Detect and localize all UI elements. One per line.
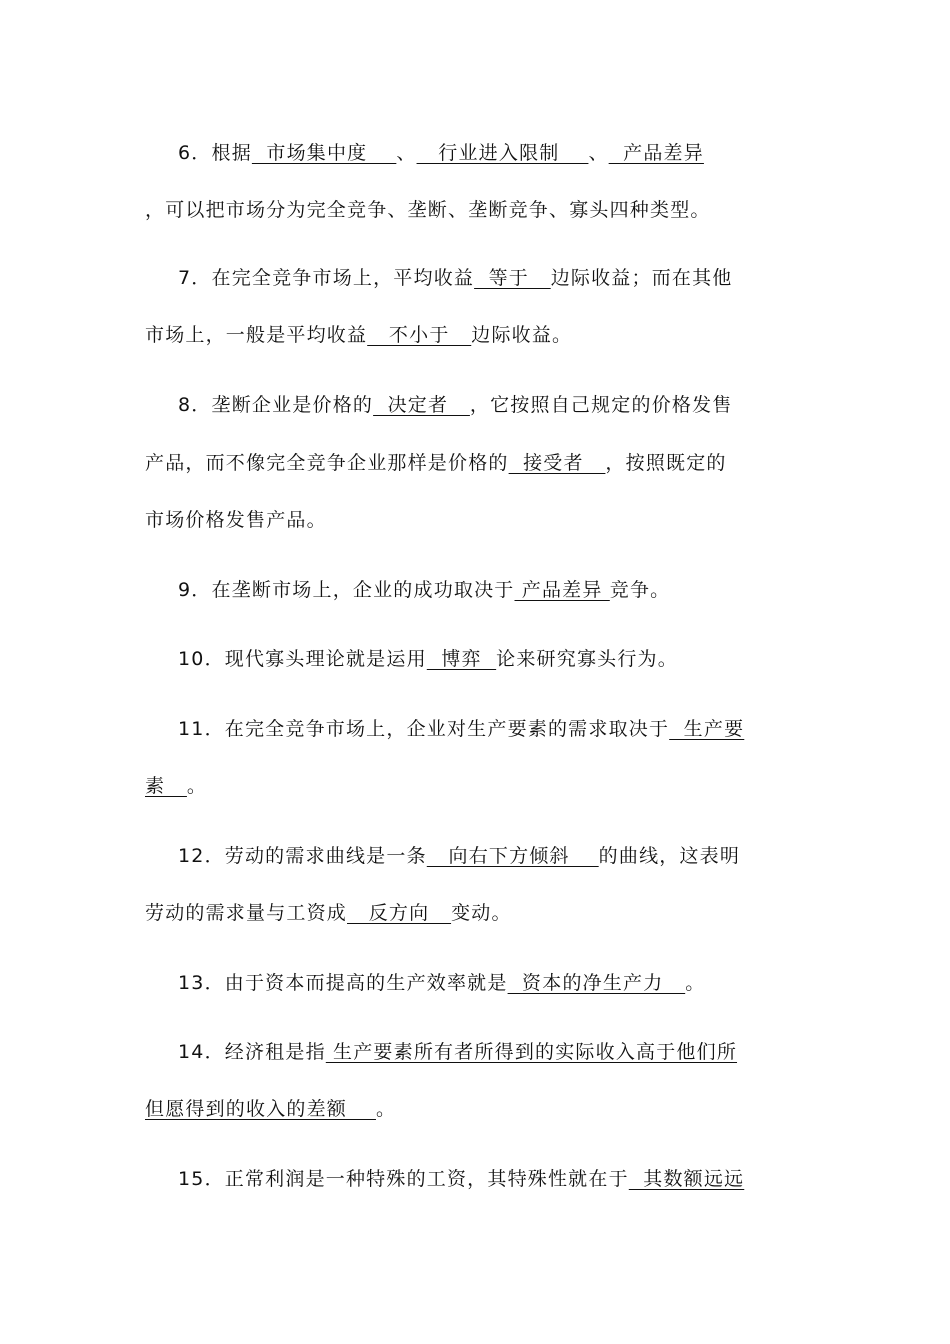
q6-answer-blank: 行业进入限制 <box>416 142 589 164</box>
q6-answer-blank: 市场集中度 <box>251 142 397 164</box>
q13-text: 13．由于资本而提高的生产效率就是 <box>178 972 508 994</box>
q14-text: 。 <box>375 1098 397 1120</box>
q7-text: 7．在完全竞争市场上，平均收益 <box>178 267 475 289</box>
q9-text: 9．在垄断市场上，企业的成功取决于 <box>178 579 515 601</box>
q11-text: 11．在完全竞争市场上，企业对生产要素的需求取决于 <box>178 718 670 740</box>
q6-answer-blank: 产品差异 <box>608 142 704 164</box>
q15-text: 15．正常利润是一种特殊的工资，其特殊性就在于 <box>178 1168 629 1190</box>
q10-text: 10．现代寡头理论就是运用 <box>178 648 427 670</box>
q7-line-1 <box>178 264 807 292</box>
q10-text: 论来研究寡头行为。 <box>496 648 678 670</box>
q7-text: 边际收益。 <box>471 324 573 346</box>
q12-answer-blank: 反方向 <box>347 902 452 924</box>
q7-answer-blank: 不小于 <box>367 324 472 346</box>
q8-line-3 <box>145 506 807 534</box>
q8-answer-blank: 接受者 <box>508 452 606 474</box>
q12-text: 的曲线，这表明 <box>598 845 741 867</box>
q8-text: 8．垄断企业是价格的 <box>178 394 374 416</box>
q6-text: 、 <box>588 142 609 164</box>
q8-text: ，按照既定的 <box>605 452 727 474</box>
q9-answer-blank: 产品差异 <box>514 579 610 601</box>
q12-text: 变动。 <box>451 902 512 924</box>
q12-text: 劳动的需求量与工资成 <box>145 902 348 924</box>
q12-line-1 <box>178 842 807 870</box>
q8-text: 市场价格发售产品。 <box>145 509 327 531</box>
q11-line-1 <box>178 715 807 743</box>
q12-text: 12．劳动的需求曲线是一条 <box>178 845 427 867</box>
q8-line-1 <box>178 391 807 419</box>
q12-answer-blank: 向右下方倾斜 <box>426 845 599 867</box>
q15-answer-blank: 其数额远远 <box>628 1168 745 1190</box>
q6-line-2 <box>145 196 807 224</box>
q6-text: 、 <box>396 142 417 164</box>
q9-text: 竞争。 <box>609 579 671 601</box>
q10-answer-blank: 博弈 <box>426 648 497 670</box>
q11-answer-blank: 素 <box>145 775 187 797</box>
q6-text: ，可以把市场分为完全竞争、垄断、垄断竞争、寡头四种类型。 <box>145 199 711 221</box>
q8-line-2 <box>145 449 807 477</box>
q14-line-1 <box>178 1038 807 1066</box>
q8-answer-blank: 决定者 <box>373 394 470 416</box>
q7-answer-blank: 等于 <box>474 267 551 289</box>
q13-text: 。 <box>685 972 706 994</box>
q12-line-2 <box>145 899 807 927</box>
q14-answer-blank: 但愿得到的收入的差额 <box>145 1098 376 1120</box>
q13-line-1 <box>178 969 807 997</box>
q7-line-2 <box>145 321 807 349</box>
q13-answer-blank: 资本的净生产力 <box>507 972 686 994</box>
q8-text: 产品，而不像完全竞争企业那样是价格的 <box>145 452 509 474</box>
q7-text: 市场上，一般是平均收益 <box>145 324 368 346</box>
q9-line-1 <box>178 576 807 604</box>
q14-line-2 <box>145 1095 807 1123</box>
q10-line-1 <box>178 645 807 673</box>
q15-line-1 <box>178 1165 807 1193</box>
q11-text: 。 <box>186 775 208 797</box>
q11-line-2 <box>145 772 807 800</box>
q11-answer-blank: 生产要 <box>669 718 745 740</box>
q7-text: 边际收益；而在其他 <box>550 267 733 289</box>
q14-text: 14．经济租是指 <box>178 1041 326 1063</box>
q6-line-1 <box>178 139 807 167</box>
q6-text: 6．根据 <box>178 142 252 164</box>
q14-answer-blank: 生产要素所有者所得到的实际收入高于他们所 <box>325 1041 738 1063</box>
q8-text: ，它按照自己规定的价格发售 <box>469 394 733 416</box>
